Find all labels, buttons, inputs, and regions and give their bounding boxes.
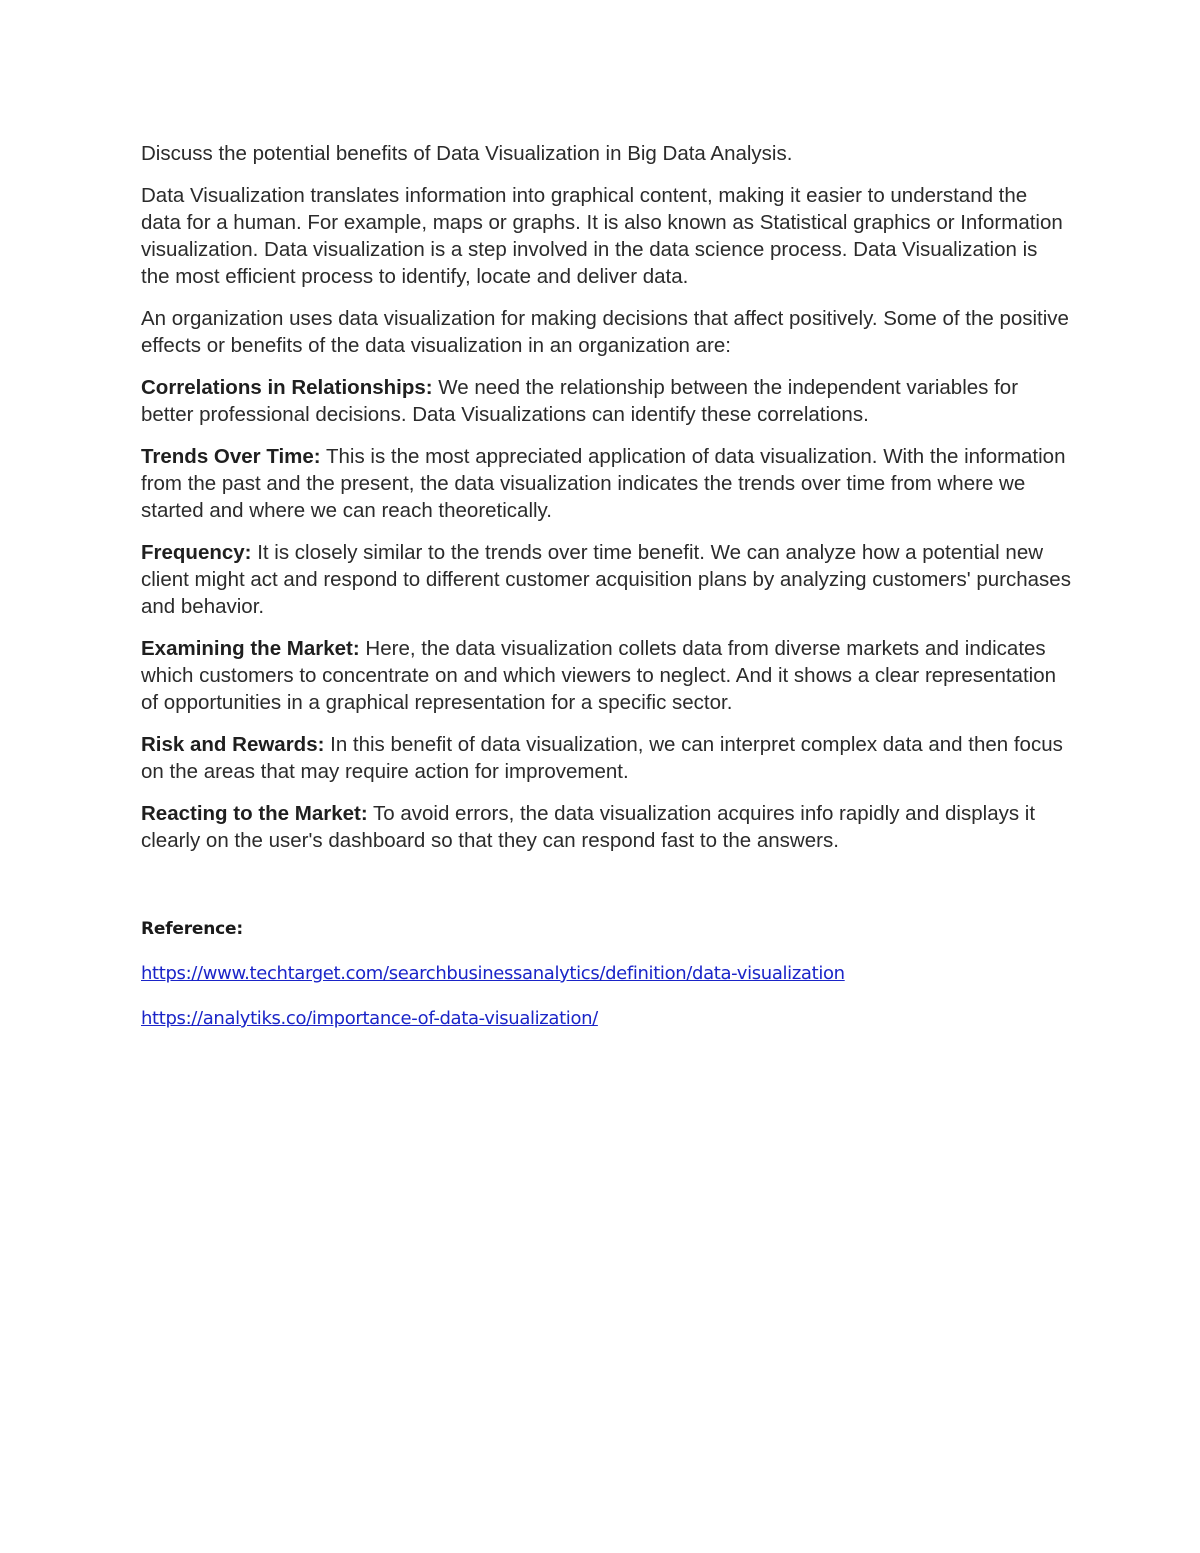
reference-link-analytiks[interactable]: https://analytiks.co/importance-of-data-visualization/ bbox=[141, 1008, 598, 1029]
benefit-title: Examining the Market: bbox=[141, 637, 360, 660]
benefit-paragraph bbox=[141, 539, 1071, 620]
benefit-paragraph bbox=[141, 731, 1071, 785]
benefit-paragraph bbox=[141, 443, 1071, 524]
question-paragraph: Discuss the potential benefits of Data Visualization in Big Data Analysis. bbox=[141, 142, 793, 165]
benefit-text: In this benefit of data visualization, we can interpret complex data and then focus on the areas that may require action for improvement. bbox=[141, 733, 1063, 783]
reference-link-techtarget[interactable]: https://www.techtarget.com/searchbusinessanalytics/definition/data-visualization bbox=[141, 963, 845, 984]
reference-heading: Reference: bbox=[141, 919, 243, 939]
benefit-title: Reacting to the Market: bbox=[141, 802, 368, 825]
benefit-paragraph bbox=[141, 635, 1071, 716]
references-section bbox=[141, 917, 1071, 1051]
benefit-title: Trends Over Time: bbox=[141, 445, 321, 468]
benefit-text: Here, the data visualization collets data from diverse markets and indicates which customers to concentrate on and which viewers to neglect. And it shows a clear representation of opportunities in a graphical representation for a specific sector. bbox=[141, 637, 1057, 714]
benefit-paragraph bbox=[141, 374, 1071, 428]
benefit-text: We need the relationship between the independent variables for better professional decisions. Data Visualizations can identify these correlations. bbox=[141, 376, 1019, 426]
benefit-text: This is the most appreciated application of data visualization. With the information from the past and the present, the data visualization indicates the trends over time from where we started and where we can reach theoretically. bbox=[141, 445, 1066, 522]
benefit-title: Frequency: bbox=[141, 541, 252, 564]
benefit-text: To avoid errors, the data visualization acquires info rapidly and displays it clearly on the user's dashboard so that they can respond fast to the answers. bbox=[141, 802, 1036, 852]
benefit-paragraph bbox=[141, 800, 1071, 854]
document-body bbox=[141, 140, 1071, 869]
benefit-title: Risk and Rewards: bbox=[141, 733, 325, 756]
benefit-title: Correlations in Relationships: bbox=[141, 376, 433, 399]
intro-paragraph: Data Visualization translates information into graphical content, making it easier to understand the data for a human. For example, maps or graphs. It is also known as Statistical graphics or Information visualization. Data visualization is a step involved in the data science process. Data Visualization is the most efficient process to identify, locate and deliver data. bbox=[141, 184, 1063, 288]
organization-paragraph: An organization uses data visualization for making decisions that affect positively. Some of the positive effects or benefits of the data visualization in an organization are: bbox=[141, 307, 1069, 357]
benefit-text: It is closely similar to the trends over time benefit. We can analyze how a potential new client might act and respond to different customer acquisition plans by analyzing customers' purchases and behavior. bbox=[141, 541, 1071, 618]
